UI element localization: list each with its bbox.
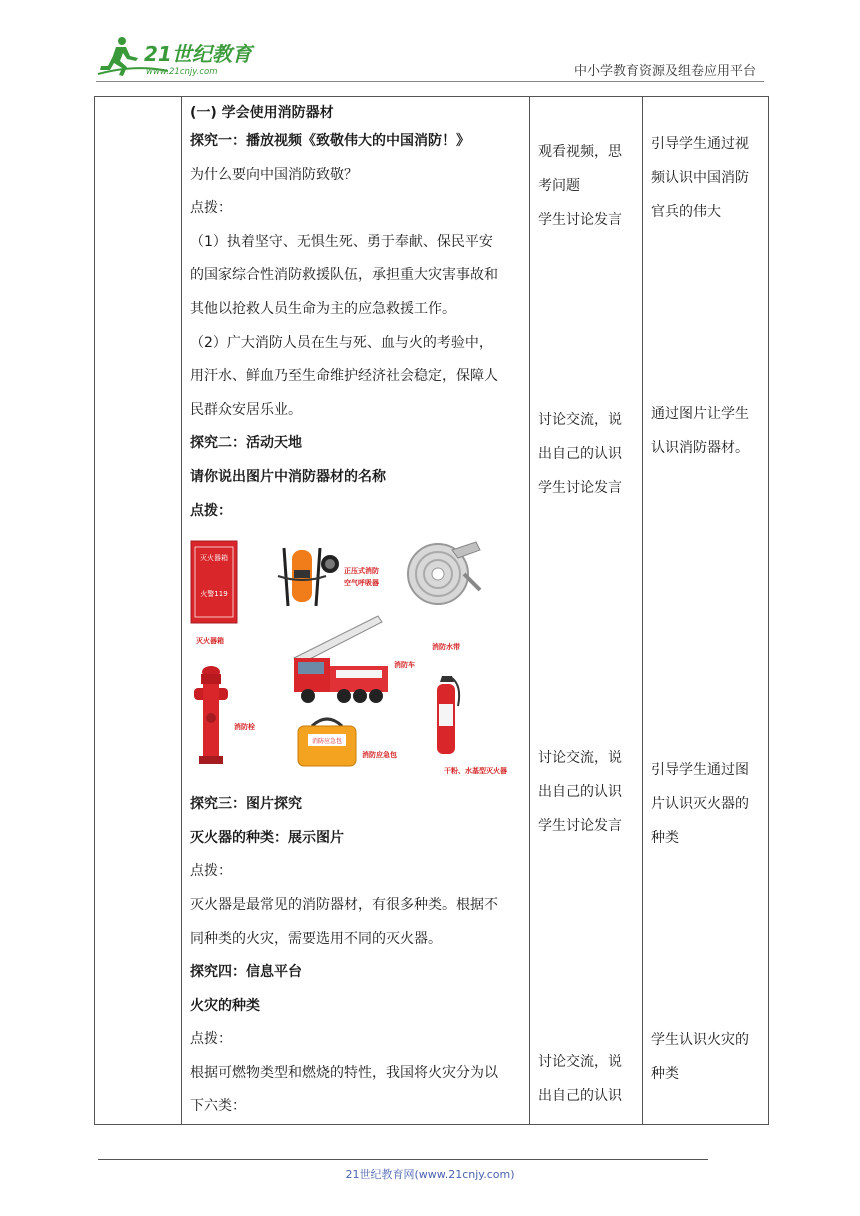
content-line: (一) 学会使用消防器材 — [190, 105, 334, 121]
emergency-bag-image — [294, 712, 360, 768]
hydrant-caption: 消防栓 — [234, 723, 255, 732]
text-line: 观看视频，思 — [538, 144, 622, 160]
text-line: 学生讨论发言 — [538, 818, 622, 834]
design-intent-cell — [643, 97, 769, 1125]
content-line: 根据可燃物类型和燃烧的特性，我国将火灾分为以 — [190, 1064, 498, 1081]
content-line: 点拨： — [190, 200, 232, 217]
content-line: 为什么要向中国消防致敬？ — [190, 166, 358, 183]
hose-caption: 消防水带 — [432, 643, 460, 652]
content-line: 火灾的种类 — [190, 997, 260, 1014]
truck-caption: 消防车 — [394, 661, 415, 670]
design-intent-2 — [651, 397, 763, 465]
text-line: 学生讨论发言 — [538, 480, 622, 496]
student-activity-3 — [538, 741, 638, 843]
content-line: 请你说出图片中消防器材的名称 — [190, 468, 386, 485]
text-line: 讨论交流，说 — [538, 1054, 622, 1070]
fire-extinguisher-image — [428, 672, 464, 758]
text-line: 讨论交流，说 — [538, 750, 622, 766]
content-line: 探究三：图片探究 — [190, 796, 302, 813]
content-line: 用汗水、鲜血乃至生命维护经济社会稳定，保障人 — [190, 368, 498, 385]
box-label-top: 灭火器箱 — [200, 554, 228, 563]
design-intent-3 — [651, 753, 763, 855]
teaching-content-cell — [182, 97, 530, 1125]
content-line: 下六类： — [190, 1098, 246, 1115]
text-line: 学生认识火灾的 — [651, 1032, 749, 1048]
text-line: 种类 — [651, 830, 679, 846]
content-line: 民群众安居乐业。 — [190, 401, 302, 418]
stage-cell — [95, 97, 182, 1125]
logo-text: 21世纪教育 — [144, 42, 252, 66]
fire-equipment-figure — [190, 532, 520, 782]
extinguisher-box-image — [190, 540, 238, 624]
bag-caption: 消防应急包 — [362, 751, 397, 760]
text-line: 片认识灭火器的 — [651, 796, 749, 812]
content-line: 同种类的火灾，需要选用不同的灭火器。 — [190, 930, 442, 947]
content-line: 点拨： — [190, 1031, 232, 1048]
header-divider — [96, 81, 764, 82]
text-line: 考问题 — [538, 178, 580, 194]
design-intent-1 — [651, 127, 763, 229]
student-activity-1 — [538, 135, 638, 237]
content-line: 灭火器是最常见的消防器材，有很多种类。根据不 — [190, 896, 498, 913]
footer-divider — [98, 1159, 708, 1160]
student-activity-4 — [538, 1045, 638, 1113]
text-line: 出自己的认识 — [538, 1088, 622, 1104]
fire-hydrant-image — [192, 662, 230, 766]
text-line: 认识消防器材。 — [651, 440, 749, 456]
design-intent-4 — [651, 1023, 763, 1091]
breathing-caption-2: 空气呼吸器 — [344, 579, 379, 588]
text-line: 出自己的认识 — [538, 446, 622, 462]
content-line: 的国家综合性消防救援队伍，承担重大灾害事故和 — [190, 267, 498, 284]
student-activity-cell — [530, 97, 643, 1125]
text-line: 官兵的伟大 — [651, 204, 721, 220]
table-row — [95, 97, 769, 1125]
content-line: 探究一：播放视频《致敬伟大的中国消防！》 — [190, 133, 470, 149]
platform-name: 中小学教育资源及组卷应用平台 — [573, 64, 756, 79]
text-line: 讨论交流，说 — [538, 412, 622, 428]
student-activity-2 — [538, 403, 638, 505]
extinguisher-caption: 干粉、水基型灭火器 — [444, 767, 507, 776]
bag-label: 消防应急包 — [311, 738, 343, 746]
fire-hose-image — [404, 534, 484, 610]
lesson-table — [94, 96, 769, 1125]
text-line: 通过图片让学生 — [651, 406, 749, 422]
breathing-apparatus-image — [274, 540, 342, 612]
content-line: （1）执着坚守、无惧生死、勇于奉献、保民平安 — [190, 233, 493, 250]
box-label-bottom: 火警119 — [200, 590, 228, 599]
teaching-content — [182, 97, 529, 1124]
text-line: 学生讨论发言 — [538, 212, 622, 228]
text-line: 引导学生通过视 — [651, 136, 749, 152]
logo-graphic — [96, 34, 266, 80]
logo-url: www.21cnjy.com — [146, 67, 218, 77]
content-line: 探究二：活动天地 — [190, 435, 302, 452]
content-line: 探究四：信息平台 — [190, 964, 302, 981]
content-line: （2）广大消防人员在生与死、血与火的考验中， — [190, 334, 493, 351]
text-line: 出自己的认识 — [538, 784, 622, 800]
site-logo — [96, 34, 266, 80]
content-line: 其他以抢救人员生命为主的应急救援工作。 — [190, 300, 456, 317]
content-line: 点拨： — [190, 863, 232, 880]
footer-link[interactable]: 21世纪教育网(www.21cnjy.com) — [345, 1168, 515, 1181]
box-caption: 灭火器箱 — [196, 637, 224, 646]
text-line: 频认识中国消防 — [651, 170, 749, 186]
fire-truck-image — [286, 610, 392, 710]
breathing-caption-1: 正压式消防 — [344, 567, 379, 576]
content-line: 灭火器的种类：展示图片 — [190, 829, 344, 846]
text-line: 引导学生通过图 — [651, 762, 749, 778]
content-line: 点拨： — [190, 502, 232, 519]
text-line: 种类 — [651, 1066, 679, 1082]
